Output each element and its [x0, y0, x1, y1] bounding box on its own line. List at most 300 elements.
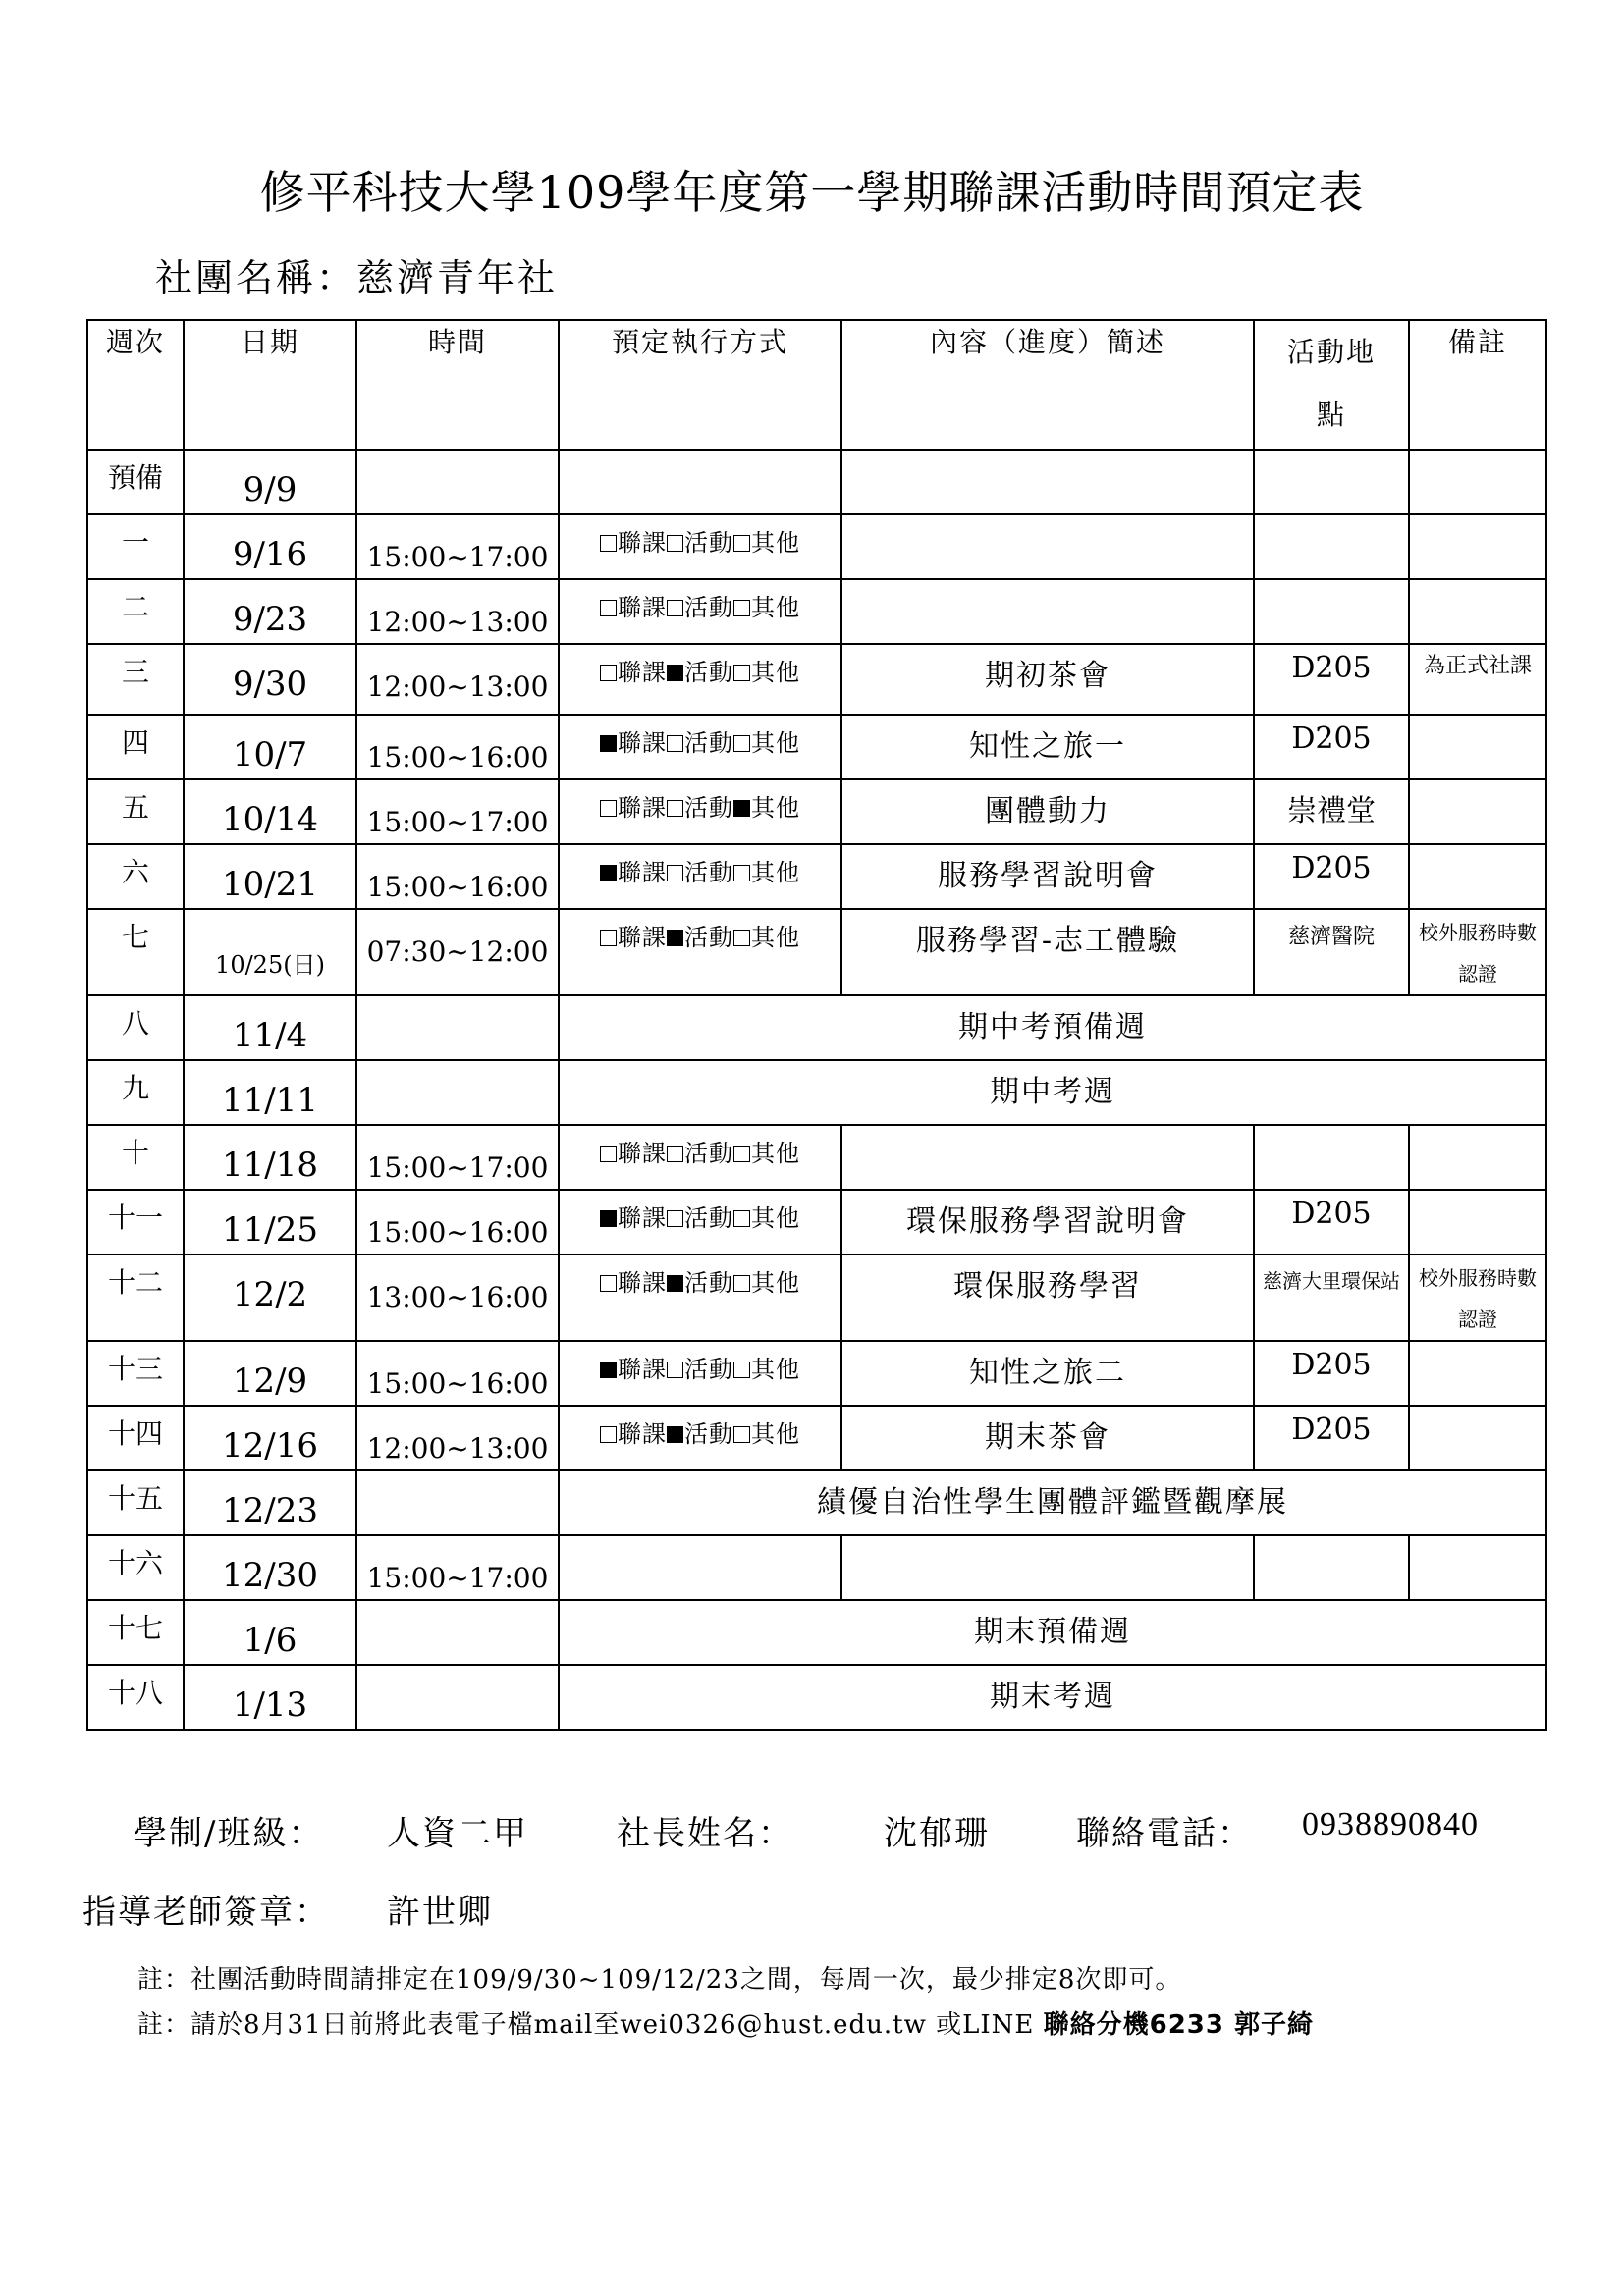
- time-cell: [356, 579, 559, 644]
- mode-options: [560, 780, 840, 823]
- unchecked-box-icon: [733, 930, 750, 946]
- week-cell: [87, 1190, 184, 1255]
- mode-cell: [559, 1255, 841, 1341]
- mode-label: 活動: [684, 794, 733, 822]
- mode-label: 活動: [684, 659, 733, 686]
- mode-label: 其他: [751, 729, 800, 757]
- week-cell: [87, 1255, 184, 1341]
- header-note: 備註: [1409, 320, 1546, 450]
- time-cell: [356, 1470, 559, 1535]
- time-text: 15:00~17:00: [366, 541, 549, 573]
- mode-options: [560, 1407, 840, 1449]
- checked-box-icon: [600, 1362, 617, 1378]
- location-cell: [1254, 1535, 1409, 1600]
- header-mode: 預定執行方式: [559, 320, 841, 450]
- note-text: [1410, 1342, 1545, 1348]
- leader-label: 社長姓名：: [617, 1814, 793, 1853]
- mode-options: [560, 515, 840, 558]
- content-cell: [841, 844, 1254, 909]
- table-row: [87, 579, 1546, 644]
- content-text: 環保服務學習: [953, 1269, 1142, 1304]
- advisor-label: 指導老師簽章：: [82, 1893, 330, 1932]
- leader-value: 沈郁珊: [884, 1814, 990, 1853]
- week-cell: [87, 450, 184, 514]
- unchecked-box-icon: [667, 800, 683, 817]
- note-cell: [1409, 715, 1546, 779]
- club-name: 社團名稱：慈濟青年社: [155, 256, 559, 299]
- week-cell: [87, 909, 184, 995]
- footer-class-value: [387, 1806, 528, 1854]
- time-cell: [356, 1665, 559, 1730]
- mode-label: 聯課: [618, 794, 667, 822]
- unchecked-box-icon: [667, 865, 683, 881]
- location-text: D205: [1291, 1197, 1372, 1231]
- location-cell: [1254, 715, 1409, 779]
- date-text: 11/11: [222, 1081, 318, 1120]
- note-2-contact: 聯絡分機6233 郭子綺: [1043, 2010, 1315, 2040]
- location-cell: [1254, 909, 1409, 995]
- content-text: [842, 451, 1253, 456]
- content-cell: [841, 715, 1254, 779]
- week-cell: [87, 1406, 184, 1470]
- note-cell: [1409, 1190, 1546, 1255]
- location-cell: [1254, 1255, 1409, 1341]
- time-text: 12:00~13:00: [366, 670, 549, 703]
- footer-phone: [1076, 1806, 1253, 1854]
- date-text: 12/30: [222, 1556, 318, 1595]
- time-text: 07:30~12:00: [366, 935, 549, 968]
- content-cell: [841, 1190, 1254, 1255]
- table-row: [87, 1255, 1546, 1341]
- time-cell: [356, 779, 559, 844]
- mode-cell: [559, 1125, 841, 1190]
- mode-label: 聯課: [618, 729, 667, 757]
- content-cell: [841, 779, 1254, 844]
- date-cell: [184, 1255, 356, 1341]
- unchecked-box-icon: [733, 1275, 750, 1292]
- time-text: 15:00~16:00: [366, 1216, 549, 1249]
- date-cell: [184, 1125, 356, 1190]
- time-cell: [356, 1341, 559, 1406]
- header-time: 時間: [356, 320, 559, 450]
- unchecked-box-icon: [600, 930, 617, 946]
- week-text: 十七: [107, 1612, 163, 1644]
- mode-label: 活動: [684, 1420, 733, 1448]
- date-cell: [184, 450, 356, 514]
- unchecked-box-icon: [600, 535, 617, 552]
- location-text: [1255, 580, 1408, 586]
- time-cell: [356, 1060, 559, 1125]
- date-text: 9/16: [232, 535, 308, 574]
- mode-cell: [559, 1190, 841, 1255]
- header-row: [87, 320, 1546, 450]
- table-row: [87, 779, 1546, 844]
- content-cell: [841, 1535, 1254, 1600]
- mode-label: 活動: [684, 859, 733, 886]
- content-text: [842, 1126, 1253, 1132]
- mode-label: 其他: [751, 659, 800, 686]
- time-cell: [356, 1190, 559, 1255]
- week-cell: [87, 1470, 184, 1535]
- mode-cell: [559, 644, 841, 715]
- time-cell: [356, 450, 559, 514]
- time-cell: [356, 909, 559, 995]
- week-text: 十一: [107, 1201, 163, 1234]
- time-text: 12:00~13:00: [366, 606, 549, 638]
- mode-label: 其他: [751, 529, 800, 557]
- week-text: 預備: [107, 461, 163, 494]
- date-text: 11/4: [232, 1016, 308, 1055]
- unchecked-box-icon: [600, 600, 617, 616]
- table-row: [87, 715, 1546, 779]
- content-text: 團體動力: [985, 794, 1110, 828]
- time-cell: [356, 1125, 559, 1190]
- time-cell: [356, 644, 559, 715]
- checked-box-icon: [667, 665, 683, 681]
- footer-phone-value: [1302, 1806, 1479, 1843]
- location-text: D205: [1291, 721, 1372, 756]
- unchecked-box-icon: [733, 735, 750, 752]
- mode-label: 其他: [751, 1356, 800, 1383]
- note-cell: [1409, 1255, 1546, 1341]
- week-text: 三: [121, 656, 149, 688]
- checked-box-icon: [600, 735, 617, 752]
- content-text: 服務學習-志工體驗: [915, 924, 1180, 958]
- note-text: [1410, 580, 1545, 586]
- date-text: 12/9: [232, 1362, 308, 1401]
- mode-cell: [559, 909, 841, 995]
- content-cell: [841, 1341, 1254, 1406]
- week-text: 八: [121, 1007, 149, 1040]
- mode-options: [560, 716, 840, 758]
- checked-box-icon: [733, 800, 750, 817]
- content-text: 服務學習說明會: [938, 859, 1158, 893]
- unchecked-box-icon: [733, 1146, 750, 1162]
- span-text: 期末考週: [990, 1680, 1115, 1714]
- mode-label: 聯課: [618, 529, 667, 557]
- span-text: 期末預備週: [974, 1615, 1131, 1649]
- mode-label: 聯課: [618, 1269, 667, 1297]
- mode-options: [560, 1191, 840, 1233]
- mode-label: 活動: [684, 1356, 733, 1383]
- note-2-main: 註：請於8月31日前將此表電子檔mail至wei0326@hust.edu.tw 或LINE: [137, 2010, 1035, 2040]
- note-1: 註：社團活動時間請排定在109/9/30~109/12/23之間，每周一次，最少排定8次即可。: [137, 1965, 1182, 1995]
- mode-label: 活動: [684, 529, 733, 557]
- note-text: 為正式社課: [1423, 654, 1532, 678]
- time-cell: [356, 1600, 559, 1665]
- week-cell: [87, 1600, 184, 1665]
- week-text: 六: [121, 856, 149, 888]
- unchecked-box-icon: [667, 1210, 683, 1227]
- location-cell: [1254, 450, 1409, 514]
- table-row: [87, 1535, 1546, 1600]
- unchecked-box-icon: [733, 600, 750, 616]
- unchecked-box-icon: [600, 1146, 617, 1162]
- note-cell: [1409, 1341, 1546, 1406]
- week-text: 十五: [107, 1482, 163, 1515]
- time-text: 15:00~17:00: [366, 806, 549, 838]
- mode-cell: [559, 1341, 841, 1406]
- location-cell: [1254, 844, 1409, 909]
- mode-label: 活動: [684, 1204, 733, 1232]
- location-text: D205: [1291, 851, 1372, 885]
- table-row: [87, 1060, 1546, 1125]
- span-text: 期中考週: [990, 1075, 1115, 1109]
- mode-options: [560, 1255, 840, 1298]
- date-cell: [184, 779, 356, 844]
- note-text: 校外服務時數認證: [1419, 921, 1537, 986]
- table-row: [87, 1190, 1546, 1255]
- class-value: 人資二甲: [387, 1814, 528, 1853]
- note-text: [1410, 1536, 1545, 1542]
- header-location-line2: 點: [1316, 399, 1346, 431]
- week-cell: [87, 644, 184, 715]
- date-text: 9/23: [232, 600, 308, 639]
- table-row: [87, 450, 1546, 514]
- date-text: 12/23: [222, 1491, 318, 1530]
- time-text: [357, 1601, 558, 1627]
- note-text: 校外服務時數認證: [1419, 1266, 1537, 1331]
- week-text: 五: [121, 791, 149, 824]
- content-text: [842, 580, 1253, 586]
- note-text: [1410, 515, 1545, 521]
- checked-box-icon: [600, 865, 617, 881]
- week-text: 十三: [107, 1353, 163, 1385]
- week-cell: [87, 844, 184, 909]
- week-cell: [87, 514, 184, 579]
- mode-label: 活動: [684, 594, 733, 621]
- content-text: [842, 1536, 1253, 1542]
- time-text: 13:00~16:00: [366, 1281, 549, 1313]
- header-location: [1254, 320, 1409, 450]
- mode-label: 活動: [684, 924, 733, 951]
- mode-options: [560, 580, 840, 622]
- note-text: [1410, 1407, 1545, 1413]
- note-cell: [1409, 450, 1546, 514]
- unchecked-box-icon: [667, 735, 683, 752]
- mode-label: 其他: [751, 924, 800, 951]
- note-cell: [1409, 1406, 1546, 1470]
- date-text: 1/6: [243, 1621, 298, 1660]
- note-text: [1410, 780, 1545, 786]
- content-cell: [841, 1125, 1254, 1190]
- content-cell: [841, 644, 1254, 715]
- content-text: 環保服務學習說明會: [906, 1204, 1189, 1239]
- date-cell: [184, 514, 356, 579]
- week-text: 七: [121, 921, 149, 953]
- unchecked-box-icon: [667, 1146, 683, 1162]
- mode-label: 其他: [751, 794, 800, 822]
- mode-cell: [559, 844, 841, 909]
- schedule-table: [86, 319, 1547, 1731]
- content-cell: [841, 450, 1254, 514]
- mode-label: 其他: [751, 1269, 800, 1297]
- mode-label: 其他: [751, 859, 800, 886]
- mode-cell: [559, 450, 841, 514]
- unchecked-box-icon: [667, 1362, 683, 1378]
- time-text: 12:00~13:00: [366, 1432, 549, 1465]
- date-text: 10/14: [222, 800, 318, 839]
- content-text: 知性之旅一: [969, 729, 1126, 764]
- date-cell: [184, 1665, 356, 1730]
- table-row: [87, 909, 1546, 995]
- unchecked-box-icon: [600, 800, 617, 817]
- mode-label: 活動: [684, 1269, 733, 1297]
- location-cell: [1254, 579, 1409, 644]
- time-text: [357, 451, 558, 476]
- note-cell: [1409, 514, 1546, 579]
- mode-label: 聯課: [618, 1356, 667, 1383]
- footer-leader-value: [884, 1806, 990, 1854]
- content-cell: [841, 1255, 1254, 1341]
- date-cell: [184, 1600, 356, 1665]
- note-cell: [1409, 779, 1546, 844]
- table-row: [87, 1406, 1546, 1470]
- note-text: [1410, 1191, 1545, 1197]
- checked-box-icon: [667, 1275, 683, 1292]
- week-text: 二: [121, 591, 149, 623]
- week-cell: [87, 1060, 184, 1125]
- location-text: 慈濟醫院: [1287, 925, 1375, 949]
- note-cell: [1409, 1535, 1546, 1600]
- footer-leader: [617, 1806, 793, 1854]
- location-text: [1255, 1536, 1408, 1542]
- unchecked-box-icon: [600, 665, 617, 681]
- date-text: 9/30: [232, 665, 308, 704]
- date-cell: [184, 715, 356, 779]
- mode-label: 其他: [751, 1420, 800, 1448]
- footer-class: [134, 1806, 323, 1854]
- note-text: [1410, 716, 1545, 721]
- week-cell: [87, 579, 184, 644]
- week-text: 十二: [107, 1266, 163, 1299]
- unchecked-box-icon: [667, 600, 683, 616]
- mode-label: 活動: [684, 729, 733, 757]
- header-location-line1: 活動地: [1286, 336, 1376, 368]
- note-cell: [1409, 1125, 1546, 1190]
- time-cell: [356, 1406, 559, 1470]
- date-text: 12/2: [232, 1275, 308, 1314]
- week-cell: [87, 1125, 184, 1190]
- mode-label: 其他: [751, 1140, 800, 1167]
- content-cell: [841, 579, 1254, 644]
- unchecked-box-icon: [733, 665, 750, 681]
- note-text: [1410, 845, 1545, 851]
- location-text: [1255, 1126, 1408, 1132]
- date-cell: [184, 1190, 356, 1255]
- date-cell: [184, 579, 356, 644]
- phone-label: 聯絡電話：: [1076, 1814, 1253, 1853]
- time-text: 15:00~17:00: [366, 1562, 549, 1594]
- date-cell: [184, 995, 356, 1060]
- table-row: [87, 844, 1546, 909]
- location-text: D205: [1291, 1413, 1372, 1447]
- time-text: 15:00~17:00: [366, 1151, 549, 1184]
- content-text: 期初茶會: [985, 659, 1110, 693]
- note-cell: [1409, 579, 1546, 644]
- location-text: [1255, 515, 1408, 521]
- unchecked-box-icon: [733, 1426, 750, 1443]
- week-cell: [87, 779, 184, 844]
- date-cell: [184, 1341, 356, 1406]
- note-text: [1410, 1126, 1545, 1132]
- phone-value: 0938890840: [1302, 1806, 1479, 1842]
- mode-cell: [559, 1535, 841, 1600]
- table-row: [87, 1600, 1546, 1665]
- mode-label: 活動: [684, 1140, 733, 1167]
- table-row: [87, 1341, 1546, 1406]
- location-cell: [1254, 1125, 1409, 1190]
- time-cell: [356, 1255, 559, 1341]
- note-cell: [1409, 644, 1546, 715]
- date-text: 1/13: [232, 1685, 308, 1725]
- checked-box-icon: [600, 1210, 617, 1227]
- mode-label: 其他: [751, 594, 800, 621]
- mode-label: 聯課: [618, 924, 667, 951]
- table-row: [87, 644, 1546, 715]
- date-text: 9/9: [243, 470, 298, 509]
- week-cell: [87, 715, 184, 779]
- table-row: [87, 995, 1546, 1060]
- time-text: 15:00~16:00: [366, 1367, 549, 1400]
- date-cell: [184, 1535, 356, 1600]
- location-text: [1255, 451, 1408, 456]
- time-cell: [356, 1535, 559, 1600]
- location-cell: [1254, 514, 1409, 579]
- content-cell: [841, 514, 1254, 579]
- time-text: 15:00~16:00: [366, 871, 549, 903]
- unchecked-box-icon: [733, 1210, 750, 1227]
- header-content: 內容（進度）簡述: [841, 320, 1254, 450]
- mode-label: 其他: [751, 1204, 800, 1232]
- mode-label: 聯課: [618, 1140, 667, 1167]
- location-cell: [1254, 1406, 1409, 1470]
- location-cell: [1254, 779, 1409, 844]
- date-cell: [184, 1060, 356, 1125]
- date-text: 10/25(日): [215, 951, 325, 979]
- span-cell: [559, 1470, 1546, 1535]
- mode-label: 聯課: [618, 594, 667, 621]
- mode-options: [560, 845, 840, 887]
- mode-label: 聯課: [618, 1204, 667, 1232]
- week-text: 九: [121, 1072, 149, 1104]
- unchecked-box-icon: [733, 865, 750, 881]
- mode-options: [560, 1342, 840, 1384]
- unchecked-box-icon: [733, 1362, 750, 1378]
- week-text: 十四: [107, 1417, 163, 1450]
- mode-cell: [559, 715, 841, 779]
- time-cell: [356, 715, 559, 779]
- footer-advisor-value: [387, 1885, 493, 1933]
- table-row: [87, 1125, 1546, 1190]
- unchecked-box-icon: [600, 1426, 617, 1443]
- table-row: [87, 1470, 1546, 1535]
- mode-label: 聯課: [618, 859, 667, 886]
- date-text: 11/18: [222, 1146, 318, 1185]
- time-cell: [356, 514, 559, 579]
- table-row: [87, 514, 1546, 579]
- mode-cell: [559, 514, 841, 579]
- date-cell: [184, 1470, 356, 1535]
- date-text: 11/25: [222, 1210, 318, 1250]
- location-cell: [1254, 644, 1409, 715]
- location-text: 慈濟大里環保站: [1263, 1269, 1400, 1293]
- content-text: 知性之旅二: [969, 1356, 1126, 1390]
- checked-box-icon: [667, 1426, 683, 1443]
- header-date: 日期: [184, 320, 356, 450]
- mode-cell: [559, 779, 841, 844]
- content-cell: [841, 1406, 1254, 1470]
